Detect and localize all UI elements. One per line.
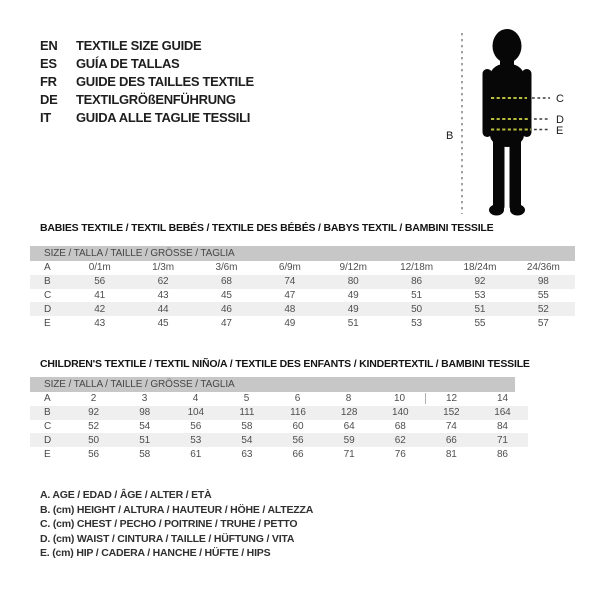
size-cell: 46 (220, 303, 232, 315)
size-cell: 152 (443, 407, 460, 419)
table-row (30, 406, 528, 420)
language-code: DE (40, 91, 58, 107)
size-cell: 66 (445, 434, 457, 446)
language-list (40, 36, 254, 126)
language-code: EN (40, 37, 58, 53)
size-cell: 52 (537, 303, 549, 315)
table-row (30, 302, 575, 316)
size-cell: 68 (220, 276, 232, 288)
size-cell: 49 (347, 289, 359, 301)
size-cell: 80 (347, 276, 359, 288)
babies-section-title: BABIES TEXTILE / TEXTIL BEBÉS / TEXTILE DES BÉBÉS / BABYS TEXTIL / BAMBINI TESSILE (40, 222, 494, 234)
size-cell: 51 (347, 317, 359, 329)
row-label: A (44, 262, 51, 274)
height-label: B (446, 130, 454, 142)
language-title: GUIDA ALLE TAGLIE TESSILI (76, 109, 251, 125)
child-figure-svg (438, 8, 600, 220)
legend-line: D. (cm) WAIST / CINTURA / TAILLE / HÜFTUNG / VITA (40, 532, 295, 545)
size-cell: 58 (241, 420, 253, 432)
size-cell: 12 (425, 393, 477, 404)
size-cell: 51 (411, 289, 423, 301)
size-cell: 81 (445, 448, 457, 460)
children-section-title: CHILDREN'S TEXTILE / TEXTIL NIÑO/A / TEXTILE DES ENFANTS / KINDERTEXTIL / BAMBINI TESSILE (40, 358, 530, 370)
size-cell: 45 (157, 317, 169, 329)
table-row (30, 275, 575, 289)
size-cell: 104 (187, 407, 204, 419)
language-row (40, 36, 254, 54)
size-cell: 164 (494, 407, 511, 419)
row-label: D (44, 303, 52, 315)
size-cell: 6 (294, 393, 301, 405)
hip-label: E (556, 125, 564, 137)
size-cell: 1/3m (152, 262, 174, 274)
size-cell: 8 (345, 393, 352, 405)
table-row (30, 316, 575, 330)
size-cell: 66 (292, 448, 304, 460)
babies-size-table (30, 246, 575, 330)
row-label: E (44, 317, 51, 329)
size-cell: 71 (496, 434, 508, 446)
size-cell: 74 (445, 420, 457, 432)
size-cell: 6/9m (278, 262, 301, 274)
table-row (30, 433, 528, 447)
row-label: C (44, 420, 52, 432)
size-cell: 49 (347, 303, 359, 315)
table-row (30, 420, 528, 434)
table-header: SIZE / TALLA / TAILLE / GRÖSSE / TAGLIA (30, 377, 515, 392)
size-cell: 74 (284, 276, 296, 288)
size-cell: 53 (474, 289, 486, 301)
size-cell: 5 (243, 393, 250, 405)
size-cell: 44 (157, 303, 169, 315)
table-header: SIZE / TALLA / TAILLE / GRÖSSE / TAGLIA (30, 246, 575, 261)
row-label: C (44, 289, 52, 301)
language-row (40, 108, 254, 126)
size-cell: 47 (220, 317, 232, 329)
chest-label: C (556, 93, 564, 105)
language-code: FR (40, 73, 57, 89)
size-cell: 45 (220, 289, 232, 301)
language-title: TEXTILE SIZE GUIDE (76, 37, 202, 53)
size-cell: 63 (241, 448, 253, 460)
size-cell: 52 (88, 420, 100, 432)
size-cell: 3 (141, 393, 148, 405)
child-silhouette-icon (483, 29, 532, 216)
row-label: E (44, 448, 51, 460)
size-cell: 41 (94, 289, 106, 301)
size-cell: 2 (90, 393, 97, 405)
children-size-table (30, 377, 528, 461)
legend-line: C. (cm) CHEST / PECHO / POITRINE / TRUHE / PETTO (40, 518, 298, 531)
size-cell: 4 (192, 393, 199, 405)
size-cell: 111 (239, 407, 255, 419)
waist-label: D (556, 114, 564, 126)
child-figure (438, 8, 600, 220)
size-cell: 62 (394, 434, 406, 446)
size-cell: 3/6m (215, 262, 238, 274)
language-row (40, 72, 254, 90)
language-row (40, 54, 254, 72)
size-cell: 14 (497, 393, 508, 405)
size-cell: 76 (394, 448, 406, 460)
size-cell: 53 (411, 317, 423, 329)
size-cell: 116 (290, 407, 306, 419)
size-cell: 10 (394, 393, 405, 405)
size-cell: 54 (241, 434, 253, 446)
table-row (30, 447, 528, 461)
size-cell: 58 (139, 448, 151, 460)
size-cell: 47 (284, 289, 296, 301)
size-cell: 98 (537, 276, 549, 288)
row-label: D (44, 434, 52, 446)
size-cell: 62 (157, 276, 169, 288)
table-rows (30, 261, 575, 330)
size-cell: 92 (474, 276, 486, 288)
size-cell: 55 (474, 317, 486, 329)
size-cell: 51 (139, 434, 151, 446)
legend-line: A. AGE / EDAD / ÂGE / ALTER / ETÀ (40, 489, 212, 501)
table-row (30, 261, 575, 275)
table-row (30, 392, 528, 406)
legend-line: E. (cm) HIP / CADERA / HANCHE / HÜFTE / HIPS (40, 547, 271, 560)
language-code: IT (40, 109, 51, 125)
language-code: ES (40, 55, 57, 71)
size-cell: 56 (292, 434, 304, 446)
size-cell: 24/36m (526, 262, 560, 274)
size-cell: 71 (343, 448, 355, 460)
row-label: B (44, 276, 51, 288)
measurement-legend (40, 488, 313, 561)
legend-line: B. (cm) HEIGHT / ALTURA / HAUTEUR / HÖHE / ALTEZZA (40, 503, 314, 516)
size-cell: 64 (343, 420, 355, 432)
size-cell: 86 (496, 448, 508, 460)
row-label: B (44, 407, 51, 419)
size-cell: 60 (292, 420, 304, 432)
size-cell: 50 (411, 303, 423, 315)
table-rows (30, 392, 528, 461)
size-cell: 54 (139, 420, 151, 432)
size-cell: 9/12m (339, 262, 367, 274)
size-cell: 56 (88, 448, 100, 460)
size-cell: 48 (284, 303, 296, 315)
size-cell: 61 (190, 448, 202, 460)
size-cell: 51 (474, 303, 486, 315)
size-cell: 56 (190, 420, 202, 432)
size-cell: 98 (139, 407, 151, 419)
size-cell: 53 (190, 434, 202, 446)
language-title: GUÍA DE TALLAS (76, 55, 180, 71)
size-cell: 57 (537, 317, 549, 329)
language-row (40, 90, 254, 108)
size-cell: 56 (94, 276, 106, 288)
size-cell: 128 (340, 407, 358, 419)
size-cell: 43 (94, 317, 106, 329)
language-title: TEXTILGRÖßENFÜHRUNG (76, 91, 236, 107)
size-cell: 59 (343, 434, 355, 446)
size-cell: 140 (392, 407, 409, 419)
size-cell: 12/18m (400, 262, 433, 274)
row-label: A (44, 393, 51, 405)
size-cell: 55 (537, 289, 549, 301)
language-title: GUIDE DES TAILLES TEXTILE (76, 73, 254, 89)
size-cell: 84 (496, 420, 508, 432)
size-cell: 68 (394, 420, 406, 432)
size-cell: 43 (157, 289, 169, 301)
size-cell: 86 (411, 276, 423, 288)
size-cell: 0/1m (88, 262, 111, 274)
size-cell: 49 (284, 317, 296, 329)
table-row (30, 289, 575, 303)
size-cell: 92 (88, 407, 100, 419)
size-cell: 42 (94, 303, 106, 315)
size-cell: 50 (88, 434, 100, 446)
size-cell: 18/24m (463, 262, 497, 274)
